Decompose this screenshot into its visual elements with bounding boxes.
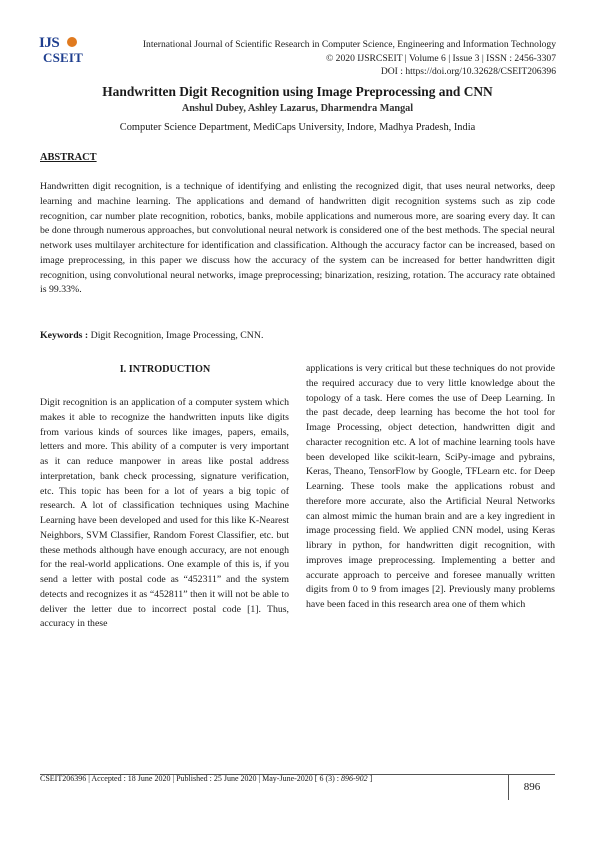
keywords-text: Digit Recognition, Image Processing, CNN.	[88, 330, 264, 341]
affiliation: Computer Science Department, MediCaps University, Indore, Madhya Pradesh, India	[119, 122, 476, 133]
logo-text-top: IJS	[39, 35, 60, 51]
author-list: Anshul Dubey, Ashley Lazarus, Dharmendra Mangal	[181, 103, 414, 114]
keywords	[40, 330, 555, 341]
logo-text-bottom: CSEIT	[43, 50, 84, 65]
footer-citation-close: ]	[367, 774, 373, 783]
footer-citation-text: CSEIT206396 | Accepted : 18 June 2020 | Published : 25 June 2020 | May-June-2020 [ 6 (3) :	[40, 774, 341, 783]
paper-title: Handwritten Digit Recognition using Image Preprocessing and CNN	[102, 84, 493, 99]
page-number: 896	[508, 774, 555, 800]
abstract-heading: ABSTRACT	[40, 152, 97, 163]
intro-left-column: Digit recognition is an application of a computer system which makes it able to recognize the handwritten inputs like digits from various kinds of sources like images, papers, emails, letters and more. This ability of a computer is very important as it can reduce manpower in areas like postal address interpretation, bank check processing, signature verification, etc. This topic has been for a lot of years a big topic of research. A lot of classification techniques using Machine Learning have been developed and used for this like K-Nearest Neighbors, SVM Classifier, Random Forest Classifier, etc. but these methods although have enough accuracy, are not enough for the real-world applications. One example of this is, if you send a letter with postal code as “452311” and the system detects and recognizes it as “452811” then it will not be able to deliver the letter due to incorrect postal code [1]. Thus, accuracy in these	[40, 397, 289, 630]
intro-right-column: applications is very critical but these techniques do not provide the required accuracy due to very little knowledge about the topology of a task. Here comes the use of Deep Learning. In the past decade, deep learning has become the hot tool for Image Processing, object detection, handwritten digit and character recognition etc. A lot of machine learning tools have been developed like scikit-learn, SciPy-image and pybrains, Keras, Theano, TensorFlow by Google, TFLearn etc. for Deep Learning. These tools make the applications robust and therefore more accurate, also the Artificial Neural Networks can almost mimic the human brain and are a key ingredient in image processing field. We applied CNN model, using Keras library in python, for handwritten digit recognition, with improves image preprocessing. Implementing a better and accurate approach to perceive and foresee manually written digits from 0 to 9 from images [2]. Previously many problems have been faced in this research area one of them which	[306, 363, 555, 610]
footer-citation	[40, 774, 372, 783]
keywords-label: Keywords :	[40, 330, 89, 341]
doi-line: DOI : https://doi.org/10.32628/CSEIT206396	[380, 66, 556, 78]
logo-circle-icon	[67, 37, 77, 47]
journal-header	[96, 38, 556, 79]
footer-page-range: 896-902	[341, 774, 368, 783]
section-heading-introduction: I. INTRODUCTION	[119, 364, 211, 375]
journal-name: International Journal of Scientific Research in Computer Science, Engineering and Information Technology	[142, 39, 556, 50]
abstract-body: Handwritten digit recognition, is a technique of identifying and enlisting the recognized digit, that uses neural networks, deep learning and machine learning. The applications and demand of handwritten digit recognition systems such as zip code recognition, car number plate recognition, robotics, banks, mobile applications and numerous more, are soaring every day. It can be done through numerous approaches, but convolutional neural network is considered one of the best methods. The special neural network uses multilayer architecture for identification and classification. Although the accuracy factor can be increased, based on image preprocessing, in this paper we discuss how the accuracy of the system can be increased for better handwritten digit recognition, using convolutional neural networks, image preprocessing; binarization, resizing, rotation. The accuracy rate obtained is 99.33%.	[40, 181, 555, 296]
journal-logo	[39, 35, 91, 67]
issn-line: © 2020 IJSRCSEIT | Volume 6 | Issue 3 | ISSN : 2456-3307	[326, 52, 556, 64]
